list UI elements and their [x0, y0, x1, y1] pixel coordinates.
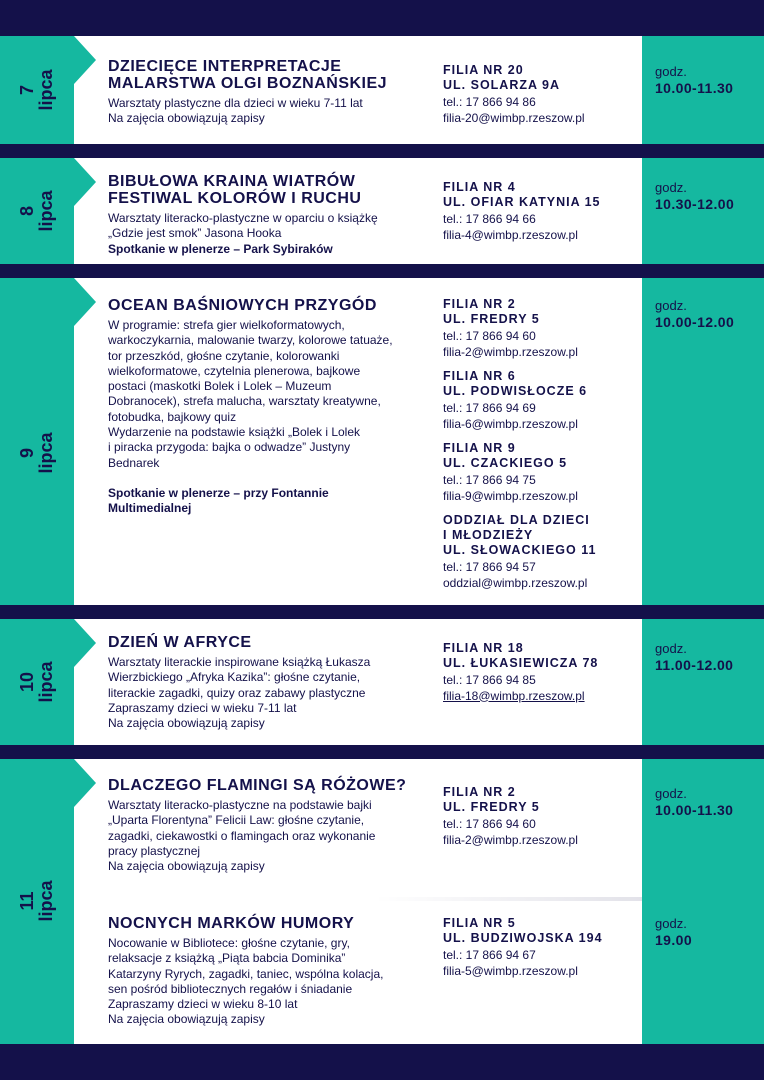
branch-email[interactable]: filia-4@wimbp.rzeszow.pl [443, 227, 578, 242]
date-label: 9 lipca [17, 432, 56, 474]
event-description: Warsztaty plastyczne dla dzieci w wieku 7-11 lat [108, 96, 363, 110]
event-description: sen pośród bibliotecznych regałów i śniadanie [108, 981, 353, 996]
branch-email[interactable]: filia-2@wimbp.rzeszow.pl [443, 344, 578, 359]
branch-email[interactable]: filia-20@wimbp.rzeszow.pl [443, 110, 585, 125]
date-label: 8 lipca [17, 190, 56, 232]
separator-band [0, 745, 764, 759]
branch-street: UL. CZACKIEGO 5 [443, 456, 568, 470]
event-description: Zapraszamy dzieci w wieku 7-11 lat [108, 700, 297, 715]
event-description: Bednarek [108, 455, 160, 470]
branch-street: UL. BUDZIWOJSKA 194 [443, 931, 603, 945]
separator-band [0, 264, 764, 278]
branch-email[interactable]: filia-2@wimbp.rzeszow.pl [443, 832, 578, 847]
event-location: Multimedialnej [108, 501, 192, 516]
branch-email[interactable]: filia-18@wimbp.rzeszow.pl [443, 688, 585, 703]
separator-band [0, 605, 764, 619]
event-description: literackie zagadki, quizy oraz zabawy plastyczne [108, 685, 366, 700]
event-description: Dobranocek), strefa malucha, warsztaty kreatywne, [108, 394, 381, 409]
branch-name: FILIA NR 4 [443, 180, 516, 194]
event-description: W programie: strefa gier wielkoformatowych, [108, 318, 345, 332]
event-time: godz. 10.00-11.30 [655, 786, 734, 818]
branch-email[interactable]: oddzial@wimbp.rzeszow.pl [443, 575, 588, 590]
event-description: „Gdzie jest smok” Jasona Hooka [108, 226, 282, 241]
event-description: tor przeszkód, głośne czytanie, kolorowanki [108, 348, 340, 363]
event-description: Na zajęcia obowiązują zapisy [108, 716, 265, 731]
branch-phone: tel.: 17 866 94 75 [443, 473, 536, 487]
event-time: godz. 10.00-12.00 [655, 298, 735, 330]
event-title: NOCNYCH MARKÓW HUMORY [108, 915, 355, 932]
event-description: warkoczykarnia, malowanie twarzy, kolorowe tatuaże, [108, 333, 393, 348]
branch-phone: tel.: 17 866 94 60 [443, 817, 536, 831]
event-description: zagadki, ciekawostki o flamingach oraz wykonanie [108, 828, 376, 843]
branch-street: UL. SŁOWACKIEGO 11 [443, 543, 597, 557]
branch-phone: tel.: 17 866 94 66 [443, 212, 536, 226]
event-time: godz. 10.00-11.30 [655, 64, 734, 96]
event [108, 915, 428, 1028]
branch-email[interactable]: filia-9@wimbp.rzeszow.pl [443, 488, 578, 503]
branch-name: ODDZIAŁ DLA DZIECI [443, 513, 590, 527]
event-description: pracy plastycznej [108, 843, 201, 858]
branch-info [443, 916, 638, 979]
event-title: DLACZEGO FLAMINGI SĄ RÓŻOWE? [108, 777, 407, 794]
branch-phone: tel.: 17 866 94 57 [443, 560, 536, 574]
event-description: Katarzyny Ryrych, zagadki, taniec, wspólna kolacja, [108, 966, 384, 981]
branch-info [443, 180, 638, 243]
branch-phone: tel.: 17 866 94 85 [443, 673, 536, 687]
branch-name: FILIA NR 18 [443, 641, 524, 655]
event-time: godz. 11.00-12.00 [655, 641, 734, 673]
event-description: Na zajęcia obowiązują zapisy [108, 111, 265, 126]
branch-info [443, 513, 638, 591]
branch-street: UL. FREDRY 5 [443, 800, 540, 814]
event [108, 297, 428, 517]
branch-name: FILIA NR 20 [443, 63, 524, 77]
event-description: Warsztaty literackie inspirowane książką Łukasza [108, 655, 371, 669]
branch-name: FILIA NR 2 [443, 785, 516, 799]
event-description: fotobudka, bajkowy quiz [108, 409, 237, 424]
branch-info [443, 785, 638, 848]
event-description: i piracka przygoda: bajka o odwadze” Justyny [108, 440, 351, 455]
event [108, 777, 428, 874]
branch-street: UL. OFIAR KATYNIA 15 [443, 195, 601, 209]
event-description: Zapraszamy dzieci w wieku 8-10 lat [108, 997, 298, 1012]
branch-phone: tel.: 17 866 94 67 [443, 948, 536, 962]
branch-name: FILIA NR 9 [443, 441, 516, 455]
event-description: Wierzbickiego „Afryka Kazika”: głośne czytanie, [108, 670, 361, 685]
event [108, 634, 428, 731]
date-label: 7 lipca [17, 69, 56, 111]
branch-name: FILIA NR 5 [443, 916, 516, 930]
event-divider [374, 897, 642, 901]
branch-info [443, 63, 638, 126]
branch-street: UL. ŁUKASIEWICZA 78 [443, 656, 599, 670]
event-location: Spotkanie w plenerze – Park Sybiraków [108, 241, 333, 256]
separator-band [0, 144, 764, 158]
branch-info [443, 369, 638, 432]
branch-info [443, 641, 638, 704]
event-description: relaksacje z książką „Piąta babcia Dominika” [108, 951, 346, 966]
top-band [0, 0, 764, 36]
event-description: Na zajęcia obowiązują zapisy [108, 1012, 265, 1027]
event-title: BIBUŁOWA KRAINA WIATRÓW FESTIWAL KOLORÓW I RUCHU [108, 173, 362, 207]
bottom-band [0, 1044, 764, 1080]
date-label: 10 lipca [17, 661, 56, 703]
event [108, 58, 428, 127]
branch-phone: tel.: 17 866 94 60 [443, 329, 536, 343]
branch-street: UL. PODWISŁOCZE 6 [443, 384, 588, 398]
event-description: „Uparta Florentyna” Felicii Law: głośne czytanie, [108, 813, 365, 828]
event-description: Na zajęcia obowiązują zapisy [108, 859, 265, 874]
time-column [642, 619, 764, 745]
branch-phone: tel.: 17 866 94 86 [443, 95, 536, 109]
branch-phone: tel.: 17 866 94 69 [443, 401, 536, 415]
event-time: godz. 19.00 [655, 916, 693, 948]
event-description: wielkoformatowe, czytelnia plenerowa, bajkowe [108, 363, 361, 378]
date-label: 11 lipca [17, 880, 56, 922]
event-description: Nocowanie w Bibliotece: głośne czytanie, gry, [108, 936, 350, 950]
branch-street: UL. FREDRY 5 [443, 312, 540, 326]
event-description: postaci (maskotki Bolek i Lolek – Muzeum [108, 379, 332, 394]
event-time: godz. 10.30-12.00 [655, 180, 735, 212]
event-location: Spotkanie w plenerze – przy Fontannie [108, 485, 329, 500]
event [108, 173, 428, 257]
event-description: Warsztaty literacko-plastyczne na podstawie bajki [108, 798, 372, 812]
branch-name: FILIA NR 6 [443, 369, 516, 383]
branch-street: UL. SOLARZA 9A [443, 78, 561, 92]
event-description: Wydarzenie na podstawie książki „Bolek i Lolek [108, 425, 361, 440]
branch-info [443, 441, 638, 504]
event-title: DZIECIĘCE INTERPRETACJE MALARSTWA OLGI BOZNAŃSKIEJ [108, 58, 388, 92]
event-title: DZIEŃ W AFRYCE [108, 634, 252, 651]
branch-name: FILIA NR 2 [443, 297, 516, 311]
branch-email[interactable]: filia-6@wimbp.rzeszow.pl [443, 416, 578, 431]
branch-email[interactable]: filia-5@wimbp.rzeszow.pl [443, 963, 578, 978]
branch-info [443, 297, 638, 360]
branch-name: I MŁODZIEŻY [443, 528, 534, 542]
event-description: Warsztaty literacko-plastyczne w oparciu o książkę [108, 211, 378, 225]
event-title: OCEAN BAŚNIOWYCH PRZYGÓD [108, 297, 377, 314]
